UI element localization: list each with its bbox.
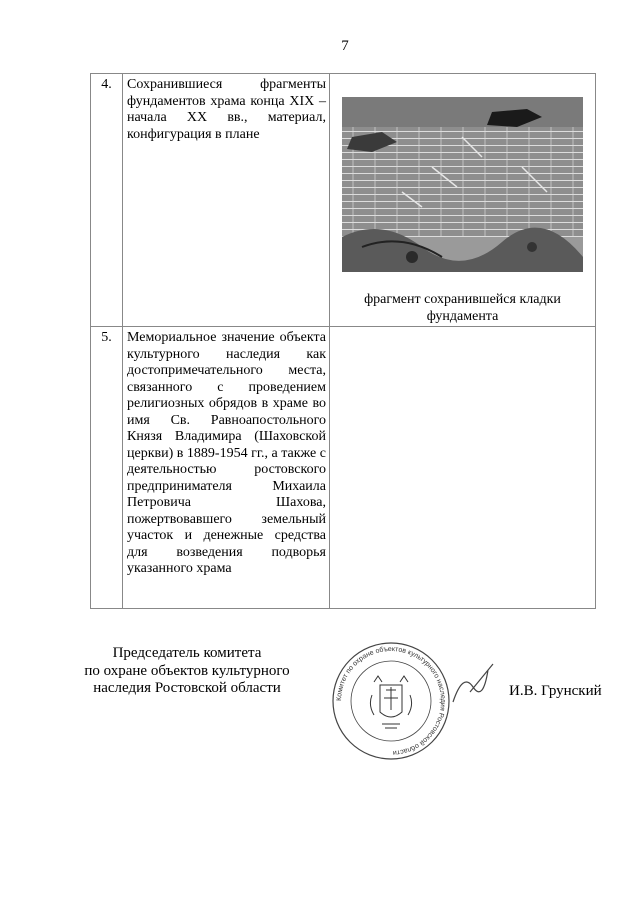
row-empty-cell	[330, 327, 596, 609]
page-number: 7	[341, 38, 349, 54]
row-number: 5.	[91, 327, 123, 609]
photo-caption: фрагмент сохранившейся кладки фундамента	[364, 292, 561, 324]
official-seal	[330, 640, 452, 762]
table-row	[91, 327, 596, 609]
heritage-table	[90, 73, 596, 609]
row-description	[123, 74, 330, 327]
signatory-title-line: Председатель комитета	[112, 645, 262, 661]
seal-text: Комитет по охране объектов культурного наследия Ростовской области	[335, 645, 447, 756]
signatory-title-line: по охране объектов культурного	[84, 662, 290, 679]
row-number: 4.	[91, 74, 123, 327]
row-description-text: Сохранившиеся фрагменты фундаментов храма конца XIX – начала XX вв., материал, конфигурация в плане	[127, 77, 326, 142]
signer-name: И.В. Грунский	[509, 683, 602, 699]
foundation-photo	[342, 97, 583, 272]
signatory-title-line: наследия Ростовской области	[93, 680, 281, 696]
row-photo-cell	[330, 74, 596, 327]
signature-scribble	[448, 662, 498, 707]
table-row	[91, 74, 596, 327]
coat-of-arms-icon	[370, 676, 411, 728]
row-description	[123, 327, 330, 609]
signatory-title	[62, 645, 312, 698]
row-description-text: Мемориальное значение объекта культурного наследия как достопримечательного места, связанного с проведением религиозных обрядов в храме во имя Св. Равноапостольного Князя Владимира (Шаховской церкви) в 1889-1954 гг., а также с деятельностью ростовского предпринимателя Михаила Петровича Шахова, пожертвовавшего земельный участок и денежные средства для возведения подворья указанного храма	[127, 330, 326, 576]
